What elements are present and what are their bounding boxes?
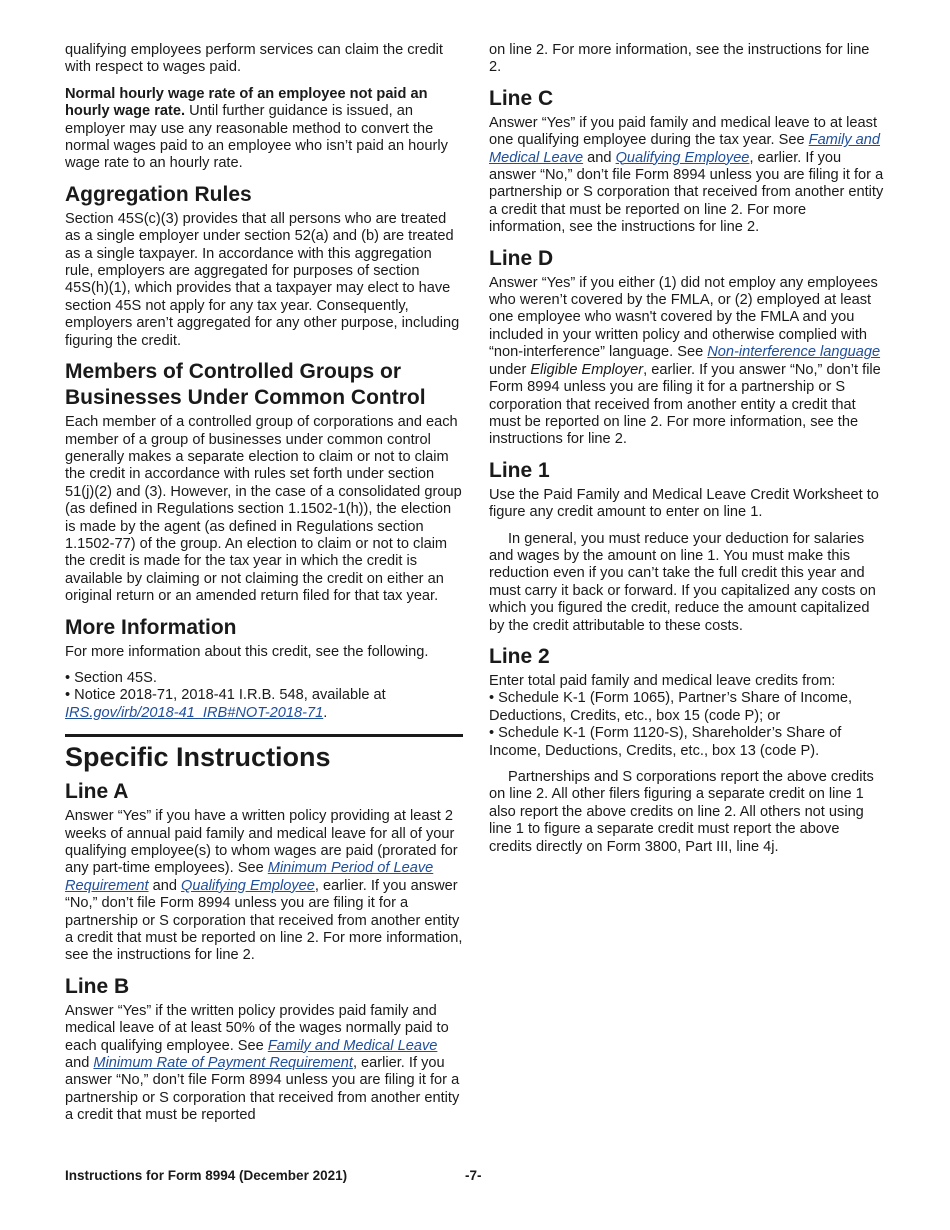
paragraph-continuation: on line 2. For more information, see the instructions for line 2. [489, 42, 870, 76]
line-2-partnership-text: Partnerships and S corporations report the above credits on line 2. All other filers figuring a separate credit on line 1 also report the above credits on line 2. All others not using line 1 to figure a separate credit must report the above credits directly on Form 3800, Part III, line 4j. [489, 769, 874, 855]
list-item: • Section 45S. [65, 669, 157, 686]
line-2-intro: Enter total paid family and medical leave credits from: [489, 672, 836, 689]
line-a-heading: Line A [65, 780, 129, 804]
list-item: • Notice 2018-71, 2018-41 I.R.B. 548, available at IRS.gov/irb/2018-41_IRB#NOT-2018-71. [65, 687, 386, 721]
line-2-sources [489, 673, 885, 760]
list-item: • Schedule K-1 (Form 1065), Partner’s Share of Income, Deductions, Credits, etc., box 15 (code P); or [489, 690, 853, 724]
aggregation-text: Section 45S(c)(3) provides that all persons who are treated as a single employer under section 52(a) and (b) are treated as a single taxpayer. In accordance with this aggregation rule, employers are aggregated for purposes of section 45S(h)(1), which provides that a taxpayer may elect to have section 45S not apply for any tax year. Consequently, employers aren’t aggregated for any other purpose, including figuring the credit. [65, 210, 460, 349]
non-interference-link[interactable]: Non-interference language [707, 344, 881, 361]
aggregation-heading: Aggregation Rules [65, 182, 252, 206]
line-1-reduction-text: In general, you must reduce your deduction for salaries and wages by the amount on line 1. You must make this reduction even if you can’t take the full credit this year and must carry it back or forward. If you capitalized any costs on which you figured the credit, reduce the amount capitalized by the credit attributable to these costs. [489, 530, 876, 634]
left-column [65, 42, 463, 1134]
line-1-heading: Line 1 [489, 458, 550, 482]
family-medical-leave-link[interactable]: Family and Medical Leave [489, 132, 881, 166]
line-b-heading: Line B [65, 974, 130, 998]
minimum-rate-link[interactable]: Minimum Rate of Payment Requirement [93, 1055, 353, 1072]
line-c-text: Answer “Yes” if you paid family and medical leave to at least one qualifying employee during the tax year. See Family and Medical Leave and Qualifying Employee, earlier. If you answer “No,” don’t file Form 8994 unless you are filing it for a partnership or S corporation that received from another entity a credit that must be reported on line 2. For more information, see the instructions for line 2. [489, 114, 884, 236]
irs-notice-link[interactable]: IRS.gov/irb/2018-41_IRB#NOT-2018-71 [65, 704, 324, 721]
normal-wage-paragraph [65, 86, 463, 173]
line-d-text: Answer “Yes” if you either (1) did not employ any employees who weren’t covered by the FMLA, or (2) employed at least one employee who wasn't covered by the FMLA and you included in your written policy and otherwise complied with “non-interference” language. See Non-interference language under Eligible Employer, earlier. If you answer “No,” don’t file Form 8994 unless you are filing it for a partnership or S corporation that received from another entity a credit that must be reported on line 2. For more information, see the instructions for line 2. [489, 274, 881, 448]
line-1-text: Use the Paid Family and Medical Leave Credit Worksheet to figure any credit amount to enter on line 1. [489, 486, 879, 521]
normal-wage-lead: Normal hourly wage rate of an employee not paid an hourly wage rate. [65, 85, 428, 120]
family-medical-leave-link[interactable]: Family and Medical Leave [267, 1037, 438, 1054]
normal-wage-text: Until further guidance is issued, an employer may use any reasonable method to convert the normal wages paid to an employee who isn’t paid an hourly wage rate to an hourly rate. [65, 103, 448, 172]
line-a-text: Answer “Yes” if you have a written policy providing at least 2 weeks of annual paid family and medical leave for all of your qualifying employee(s) to whom wages are paid (prorated for any part-time employees). See Minimum Period of Leave Requirement and Qualifying Employee, earlier. If you answer “No,” don’t file Form 8994 unless you are filing it for a partnership or S corporation that received from another entity a credit that must be reported on line 2. For more information, see the instructions for line 2. [65, 808, 463, 964]
list-item: • Schedule K-1 (Form 1120-S), Shareholder’s Share of Income, Deductions, Credits, etc., box 13 (code P). [489, 725, 842, 759]
footer-title: Instructions for Form 8994 (December 2021) [65, 1168, 348, 1183]
more-information-heading: More Information [65, 615, 237, 639]
controlled-groups-heading: Members of Controlled Groups or Businesses Under Common Control [65, 360, 426, 410]
line-2-heading: Line 2 [489, 644, 550, 668]
line-c-heading: Line C [489, 86, 554, 110]
qualifying-employee-link[interactable]: Qualifying Employee [615, 149, 750, 166]
right-column [489, 42, 885, 865]
page-number: -7- [465, 1168, 482, 1183]
specific-instructions-heading: Specific Instructions [65, 742, 331, 773]
controlled-groups-text: Each member of a controlled group of corporations and each member of a group of businesses under common control generally makes a separate election to claim or not to claim the credit in accordance with rules set forth under section 51(j)(2) and (3). However, in the case of a consolidated group (as defined in Regulations section 1.1502-1(h)), the election is made by the agent (as defined in Regulations section 1.1502-77) of the group. An election to claim or not to claim the credit is made for the tax year in which the credit is available by claiming or not claiming the credit on either an original return or an amended return filed for that tax year. [65, 414, 462, 605]
paragraph-continuation: qualifying employees perform services can claim the credit with respect to wages paid. [65, 42, 443, 76]
more-information-text: For more information about this credit, see the following. [65, 643, 429, 660]
section-divider [65, 734, 463, 737]
line-d-heading: Line D [489, 246, 554, 270]
more-information-list [65, 670, 463, 722]
minimum-period-link[interactable]: Minimum Period of Leave Requirement [65, 860, 434, 894]
line-b-text: Answer “Yes” if the written policy provides paid family and medical leave of at least 50% of the wages normally paid to each qualifying employee. See Family and Medical Leave and Minimum Rate of Payment Requirement, earlier. If you answer “No,” don’t file Form 8994 unless you are filing it for a partnership or S corporation that received from another entity a credit that must be reported [65, 1002, 460, 1124]
qualifying-employee-link[interactable]: Qualifying Employee [181, 877, 315, 894]
